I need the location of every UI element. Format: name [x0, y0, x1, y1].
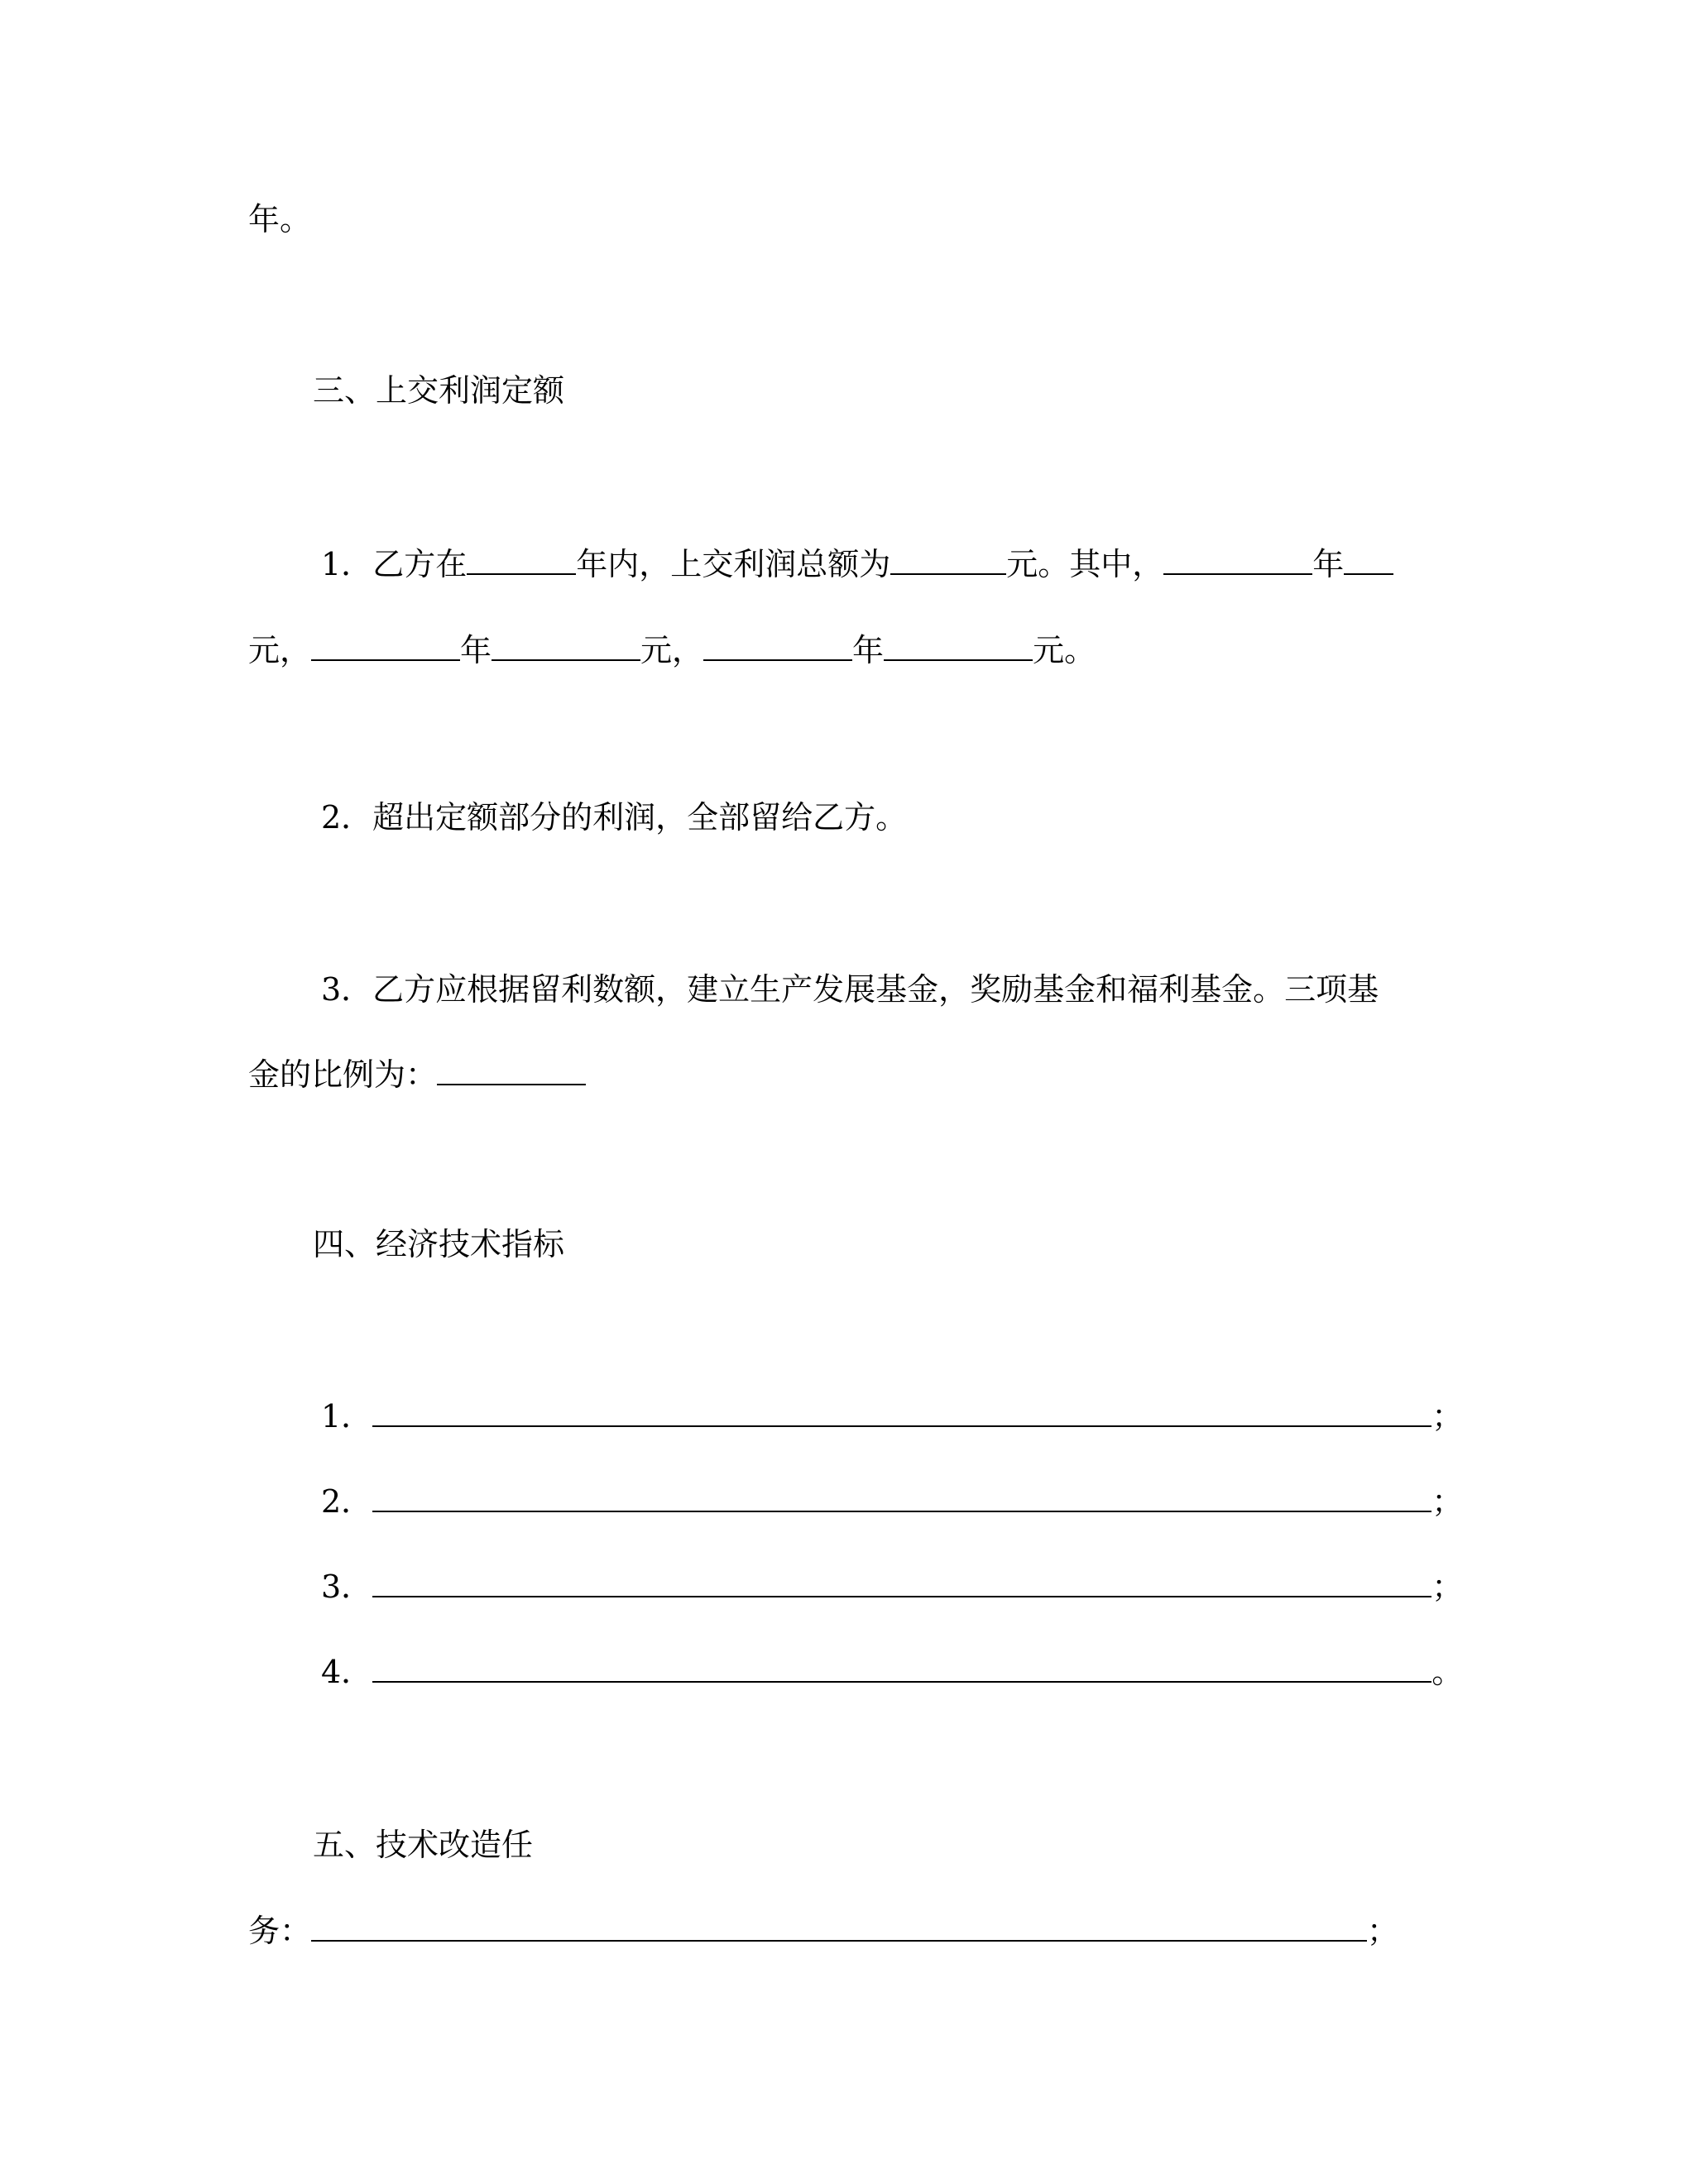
fill-blank [1163, 545, 1312, 575]
fill-blank [311, 631, 460, 661]
section-heading-3: 三、上交利润定额 [313, 372, 565, 409]
fill-blank [884, 631, 1033, 661]
item-number: 1． [321, 546, 373, 582]
fill-blank [372, 1568, 1431, 1597]
item-number: 3． [321, 1569, 373, 1605]
fill-blank [372, 1482, 1431, 1512]
text-segment: 务： [248, 1913, 312, 1949]
text-fragment: 年。 [248, 201, 312, 237]
text-segment: 元， [640, 632, 704, 668]
text-segment: 金的比例为： [248, 1056, 438, 1093]
section3-item3-line1: 3．乙方应根据留利数额，建立生产发展基金，奖励基金和福利基金。三项基 [321, 971, 1379, 1008]
section3-item1-line1 [321, 544, 1393, 585]
item-number: 1． [321, 1398, 373, 1434]
line-end-mark: ； [1367, 1913, 1399, 1949]
fill-blank [437, 1056, 586, 1085]
fill-blank [703, 631, 852, 661]
text-segment: 元。其中， [1006, 546, 1164, 582]
section5-task-line [248, 1910, 1398, 1952]
text-segment: 乙方在 [372, 546, 468, 582]
section-heading-5: 五、技术改造任 [313, 1827, 534, 1863]
fill-blank [492, 631, 640, 661]
item-number: 4． [321, 1654, 373, 1690]
text-segment: 元。 [1033, 632, 1096, 668]
text-segment: 年内，上交利润总额为 [576, 546, 891, 582]
section-heading-4: 四、经济技术指标 [313, 1226, 565, 1262]
indicator-line-4 [321, 1651, 1463, 1693]
line-end-mark: ； [1431, 1569, 1464, 1605]
text-segment: 年 [852, 632, 885, 668]
section3-item2: 2．超出定额部分的利润，全部留给乙方。 [321, 799, 908, 836]
item-number: 2． [321, 1483, 373, 1520]
fill-blank [890, 545, 1006, 575]
fill-blank [1344, 545, 1393, 575]
line-end-mark: ； [1431, 1398, 1464, 1434]
indicator-line-3 [321, 1566, 1463, 1607]
fill-blank [372, 1653, 1431, 1683]
line-end-mark: ； [1431, 1483, 1464, 1520]
line-end-mark: 。 [1431, 1654, 1464, 1690]
section3-item1-line2 [248, 630, 1096, 671]
section3-item3-line2 [248, 1054, 586, 1095]
fill-blank [467, 545, 576, 575]
indicator-line-1 [321, 1396, 1463, 1437]
text-segment: 年 [1312, 546, 1345, 582]
fill-blank [311, 1912, 1367, 1942]
indicator-line-2 [321, 1481, 1463, 1522]
text-segment: 元， [248, 632, 312, 668]
fill-blank [372, 1397, 1431, 1427]
text-segment: 年 [460, 632, 492, 668]
